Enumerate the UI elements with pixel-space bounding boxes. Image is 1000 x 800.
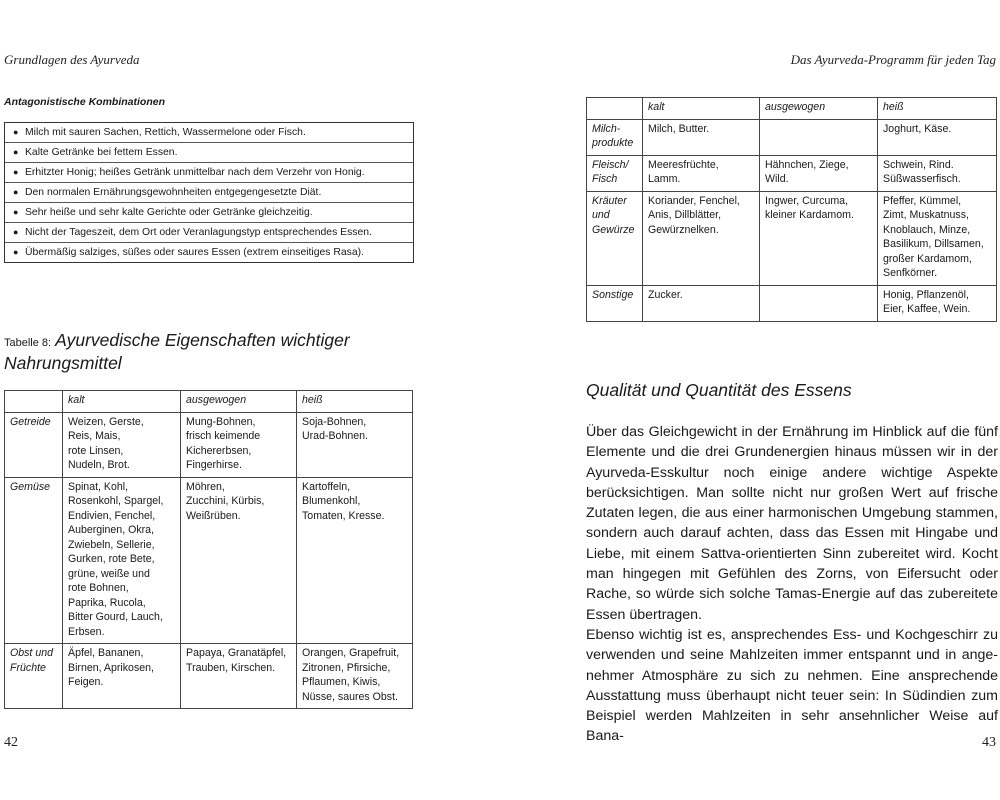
table-cell: Orangen, Grapefruit, Zitronen, Pfirsiche, Pflaumen, Kiwis, Nüsse, saures Obst. (297, 644, 413, 709)
bullet-icon: ● (13, 127, 19, 137)
table-row-label: Getreide (5, 412, 63, 477)
list-item: ● Den normalen Ernährungsgewohnheiten entgegengesetzte Diät. (5, 183, 413, 203)
antagonistic-title: Antagonistische Kombinationen (4, 96, 166, 108)
table-cell: Schwein, Rind. Süßwasserfisch. (878, 155, 997, 191)
paragraph: Ebenso wichtig ist es, ansprechendes Ess- und Kochgeschirr zu verwenden und seine Mahlzeiten immer entspannt und in angenehmer Atmosphäre zu sich zu nehmen. Eine ansprechende Ausstattung muss überhaupt nicht teuer sein: In Südindien zum Beispiel werden Mahlzeiten in sehr ansehnlicher Weise auf Bana- (586, 626, 998, 745)
table-row-label: Sonstige (587, 285, 643, 321)
list-item: ● Sehr heiße und sehr kalte Gerichte oder Getränke gleichzeitig. (5, 203, 413, 223)
table-row (587, 155, 997, 191)
body-text (586, 422, 998, 747)
table-caption (4, 330, 404, 375)
table-cell: Pfeffer, Kümmel, Zimt, Muskatnuss, Knoblauch, Minze, Basilikum, Dillsamen, großer Kardamom, Senfkörner. (878, 191, 997, 285)
page-number-left: 42 (4, 735, 18, 750)
table-header (5, 391, 63, 413)
table-header (587, 98, 643, 120)
list-item: ● Milch mit sauren Sachen, Rettich, Wassermelone oder Fisch. (5, 123, 413, 143)
running-head-right: Das Ayurveda-Programm für jeden Tag (790, 52, 996, 67)
table-cell: Honig, Pflanzenöl, Eier, Kaffee, Wein. (878, 285, 997, 321)
list-item: ● Übermäßig salziges, süßes oder saures Essen (extrem einseitiges Rasa). (5, 243, 413, 262)
section-heading: Qualität und Quantität des Essens (586, 380, 852, 400)
table-row (587, 119, 997, 155)
table-cell: Weizen, Gerste, Reis, Mais, rote Linsen, Nudeln, Brot. (63, 412, 181, 477)
table-header: heiß (297, 391, 413, 413)
table-row (5, 477, 413, 644)
table-cell: Kartoffeln, Blumenkohl, Tomaten, Kresse. (297, 477, 413, 644)
bullet-icon: ● (13, 167, 19, 177)
antagonistic-list (4, 122, 414, 263)
table-cell: Hähnchen, Ziege, Wild. (760, 155, 878, 191)
table-cell: Meeresfrüchte, Lamm. (643, 155, 760, 191)
table-header-row (5, 391, 413, 413)
table-row (5, 644, 413, 709)
list-item: ● Erhitzter Honig; heißes Getränk unmittelbar nach dem Verzehr von Honig. (5, 163, 413, 183)
list-item: ● Nicht der Tageszeit, dem Ort oder Veranlagungstyp entsprechendes Essen. (5, 223, 413, 243)
table-cell (760, 119, 878, 155)
table-header: kalt (643, 98, 760, 120)
table-header-row (587, 98, 997, 120)
bullet-icon: ● (13, 247, 19, 257)
bullet-icon: ● (13, 147, 19, 157)
table-header: kalt (63, 391, 181, 413)
table-row-label: Milch- produkte (587, 119, 643, 155)
running-head-left: Grundlagen des Ayurveda (4, 52, 140, 67)
bullet-icon: ● (13, 207, 19, 217)
table-row-label: Obst und Früchte (5, 644, 63, 709)
table-cell: Joghurt, Käse. (878, 119, 997, 155)
table-header: ausgewogen (181, 391, 297, 413)
food-table-right (586, 97, 997, 322)
bullet-icon: ● (13, 227, 19, 237)
table-cell (760, 285, 878, 321)
table-cell: Ingwer, Curcuma, kleiner Kardamom. (760, 191, 878, 285)
table-row (587, 285, 997, 321)
table-cell: Soja-Bohnen, Urad-Bohnen. (297, 412, 413, 477)
table-row-label: Gemüse (5, 477, 63, 644)
page-number-right: 43 (982, 735, 996, 750)
table-cell: Möhren, Zucchini, Kürbis, Weißrüben. (181, 477, 297, 644)
table-cell: Milch, Butter. (643, 119, 760, 155)
table-cell: Mung-Bohnen, frisch keimende Kichererbsen, Fingerhirse. (181, 412, 297, 477)
table-caption-prefix: Tabelle 8: (4, 337, 52, 349)
table-row-label: Kräuter und Gewürze (587, 191, 643, 285)
table-caption-text: Ayurvedische Eigenschaften wichtiger Nahrungsmittel (4, 330, 350, 373)
table-header: ausgewogen (760, 98, 878, 120)
bullet-icon: ● (13, 187, 19, 197)
table-cell: Zucker. (643, 285, 760, 321)
list-item: ● Kalte Getränke bei fettem Essen. (5, 143, 413, 163)
table-header: heiß (878, 98, 997, 120)
table-cell: Koriander, Fenchel, Anis, Dillblätter, Gewürznelken. (643, 191, 760, 285)
table-row-label: Fleisch/ Fisch (587, 155, 643, 191)
table-row (5, 412, 413, 477)
table-cell: Spinat, Kohl, Rosenkohl, Spargel, Endivien, Fenchel, Auberginen, Okra, Zwiebeln, Sellerie, Gurken, rote Bete, grüne, weiße und rote Bohnen, Paprika, Rucola, Bitter Gourd, Lauch, Erbsen. (63, 477, 181, 644)
table-cell: Äpfel, Bananen, Birnen, Aprikosen, Feigen. (63, 644, 181, 709)
paragraph: Über das Gleichgewicht in der Ernährung im Hinblick auf die fünf Elemente und die drei Grundenergien hinaus müssen wir in der Ayurveda-Esskultur noch einige andere wichtige Aspekte berücksichtigen. Man sollte nicht nur großen Wert auf frische Zutaten legen, die aus einer harmonischen Umgebung stammen, sondern auch darauf achten, dass das Essen mit Hingabe und Liebe, mit einem Sattva-orientierten Sinn zubereitet wird. Kocht man hingegen mit Gefühlen des Zorns, von Eifersucht oder Rache, so würde sich solche Tamas-Energie auf das zubereitete Essen übertragen. (586, 424, 998, 623)
table-row (587, 191, 997, 285)
food-table-left (4, 390, 413, 709)
table-cell: Papaya, Granatäpfel, Trauben, Kirschen. (181, 644, 297, 709)
